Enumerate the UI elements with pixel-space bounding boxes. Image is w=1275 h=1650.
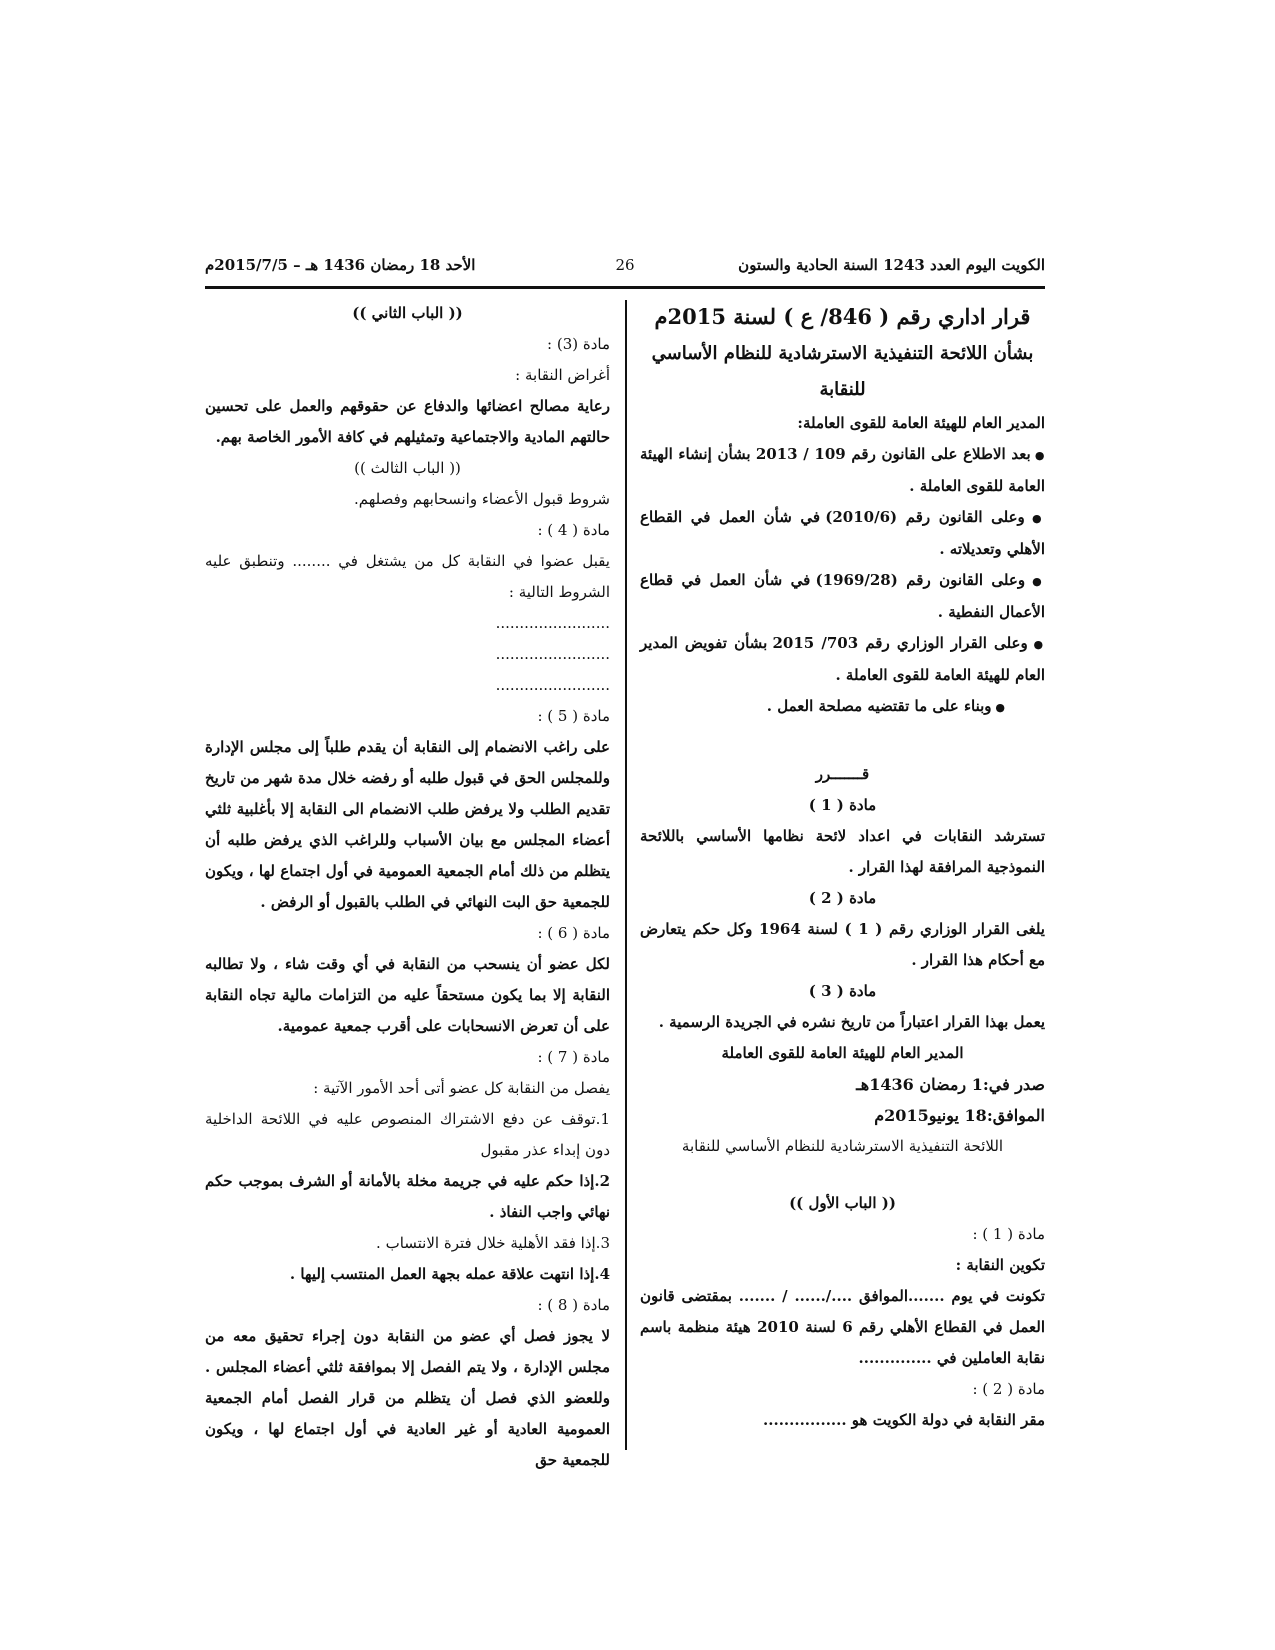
header-date: الأحد 18 رمضان 1436 هـ – 2015/7/5م xyxy=(205,256,476,274)
column-divider xyxy=(625,300,627,1450)
recital: ● وعلى القرار الوزاري رقم 703/ 2015 بشأن تفويض المدير العام للهيئة العامة للقوى العاملة . xyxy=(640,628,1045,691)
chapter-heading: (( الباب الثاني )) xyxy=(352,304,463,322)
chapter-heading: (( الباب الثالث )) xyxy=(354,459,461,477)
article-text: رعاية مصالح اعضائها والدفاع عن حقوقهم والعمل على تحسين حالتهم المادية والاجتماعية وتمثيلهم في كافة الأمور الخاصة بهم. xyxy=(205,397,610,446)
spacer xyxy=(640,723,1045,759)
article-subheading: أغراض النقابة : xyxy=(515,366,610,384)
list-item: 4.إذا انتهت علاقة عمله بجهة العمل المنتسب إليها . xyxy=(289,1265,610,1283)
page-number: 26 xyxy=(615,256,635,274)
article-text: مقر النقابة في دولة الكويت هو ................ xyxy=(763,1411,1045,1429)
decision-word: قـــــــرر xyxy=(815,765,870,783)
dotted-line: ........................ xyxy=(495,645,610,663)
article-subheading: تكوين النقابة : xyxy=(955,1256,1045,1274)
issued-date: صدر في:1 رمضان 1436هـ xyxy=(856,1075,1045,1094)
recital: ● وعلى القانون رقم (2010/6) في شأن العمل في القطاع الأهلي وتعديلاته . xyxy=(640,502,1045,565)
article-heading: مادة ( 5 ) : xyxy=(537,707,610,725)
article-heading: مادة ( 2 ) : xyxy=(972,1380,1045,1398)
article-heading: مادة (3) : xyxy=(547,335,610,353)
header-rule xyxy=(205,286,1045,289)
decision-subtitle-2: للنقابة xyxy=(819,379,866,400)
article-text: يلغى القرار الوزاري رقم ( 1 ) لسنة 1964 وكل حكم يتعارض مع أحكام هذا القرار . xyxy=(640,920,1045,969)
dotted-line: ........................ xyxy=(495,676,610,694)
list-item: 2.إذا حكم عليه في جريمة مخلة بالأمانة أو الشرف بموجب حكم نهائي واجب النفاذ . xyxy=(205,1172,610,1221)
decision-subtitle: بشأن اللائحة التنفيذية الاسترشادية للنظام الأساسي xyxy=(651,343,1034,364)
recital: ● بعد الاطلاع على القانون رقم 109 / 2013 بشأن إنشاء الهيئة العامة للقوى العاملة . xyxy=(640,439,1045,502)
article-heading: مادة ( 1 ) xyxy=(808,796,877,814)
list-item: 1.توقف عن دفع الاشتراك المنصوص عليه في اللائحة الداخلية دون إبداء عذر مقبول xyxy=(205,1110,610,1159)
regulation-title: اللائحة التنفيذية الاسترشادية للنظام الأساسي للنقابة xyxy=(681,1137,1004,1155)
decision-title: قرار اداري رقم ( 846/ ع ) لسنة 2015م xyxy=(654,304,1031,329)
article-text: لكل عضو أن ينسحب من النقابة في أي وقت شاء ، ولا تطالبه النقابة إلا بما يكون مستحقاً عليه من التزامات مالية تجاه النقابة على أن تعرض الانسحابات على أقرب جمعية عمومية. xyxy=(205,955,610,1035)
article-heading: مادة ( 4 ) : xyxy=(537,521,610,539)
article-heading: مادة ( 8 ) : xyxy=(537,1296,610,1314)
recital: ● وعلى القانون رقم (1969/28) في شأن العمل في قطاع الأعمال النفطية . xyxy=(640,565,1045,628)
article-heading: مادة ( 1 ) : xyxy=(972,1225,1045,1243)
article-heading: مادة ( 6 ) : xyxy=(537,924,610,942)
list-item: 3.إذا فقد الأهلية خلال فترة الانتساب . xyxy=(376,1234,610,1252)
intro-line: المدير العام للهيئة العامة للقوى العاملة: xyxy=(797,414,1045,432)
article-heading: مادة ( 3 ) xyxy=(808,982,877,1000)
corresponding-date: الموافق:18 يونيو2015م xyxy=(874,1106,1045,1125)
article-text: تسترشد النقابات في اعداد لائحة نظامها الأساسي باللائحة النموذجية المرافقة لهذا القرار . xyxy=(640,827,1045,876)
article-text: تكونت في يوم .......الموافق ..../...... / ....... بمقتضى قانون العمل في القطاع الأهلي رقم 6 لسنة 2010 هيئة منظمة باسم نقابة العاملين في .............. xyxy=(640,1287,1045,1367)
recital: ● وبناء على ما تقتضيه مصلحة العمل . xyxy=(640,691,1045,723)
left-column xyxy=(205,298,610,1476)
article-text: يعمل بهذا القرار اعتباراً من تاريخ نشره في الجريدة الرسمية . xyxy=(658,1013,1045,1031)
page-header xyxy=(205,254,1045,284)
article-text: على راغب الانضمام إلى النقابة أن يقدم طلباً إلى مجلس الإدارة وللمجلس الحق في قبول طلبه أو رفضه خلال مدة شهر من تاريخ تقديم الطلب ولا يرفض طلب الانضمام الى النقابة إلا بأغلبية ثلثي أعضاء المجلس مع بيان الأسباب وللراغب الذي يرفض طلبه أن يتظلم من ذلك أمام الجمعية العمومية في أول اجتماع لها ، ويكون للجمعية حق البت النهائي في الطلب بالقبول أو الرفض . xyxy=(205,738,610,911)
article-heading: مادة ( 7 ) : xyxy=(537,1048,610,1066)
dotted-line: ........................ xyxy=(495,614,610,632)
chapter-heading: (( الباب الأول )) xyxy=(789,1194,896,1212)
article-text: يقبل عضوا في النقابة كل من يشتغل في ........ وتنطبق عليه الشروط التالية : xyxy=(205,552,610,601)
signature-line: المدير العام للهيئة العامة للقوى العاملة xyxy=(721,1044,964,1062)
spacer xyxy=(640,1162,1045,1188)
article-text: يفصل من النقابة كل عضو أتى أحد الأمور الآتية : xyxy=(313,1079,610,1097)
article-heading: مادة ( 2 ) xyxy=(808,889,877,907)
chapter-title: شروط قبول الأعضاء وانسحابهم وفصلهم. xyxy=(353,490,610,508)
right-column xyxy=(640,298,1045,1436)
header-publication: الكويت اليوم العدد 1243 السنة الحادية والستون xyxy=(738,256,1045,274)
article-text: لا يجوز فصل أي عضو من النقابة دون إجراء تحقيق معه من مجلس الإدارة ، ولا يتم الفصل إلا بموافقة ثلثي أعضاء المجلس . وللعضو الذي فصل أن يتظلم من قرار الفصل أمام الجمعية العمومية العادية أو غير العادية في أول اجتماع لها ، ويكون للجمعية حق xyxy=(205,1327,610,1469)
